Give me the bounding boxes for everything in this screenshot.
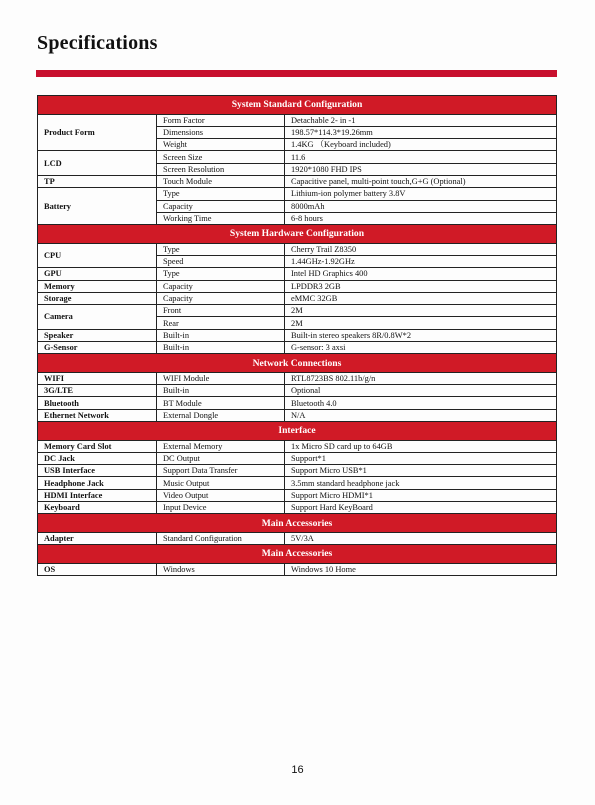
spec-item: BT Module — [157, 397, 285, 409]
spec-value: Optional — [285, 385, 557, 397]
spec-category: Memory — [38, 280, 157, 292]
spec-item: Touch Module — [157, 175, 285, 187]
table-row — [38, 502, 557, 514]
table-row — [38, 489, 557, 501]
section-header — [38, 514, 557, 533]
spec-item: Screen Resolution — [157, 163, 285, 175]
spec-category: GPU — [38, 268, 157, 280]
spec-category: HDMI Interface — [38, 489, 157, 501]
table-row — [38, 440, 557, 452]
spec-category: Adapter — [38, 532, 157, 544]
spec-value: 2M — [285, 305, 557, 317]
table-row — [38, 329, 557, 341]
table-row — [38, 452, 557, 464]
spec-category: CPU — [38, 243, 157, 268]
table-row — [38, 372, 557, 384]
table-row — [38, 477, 557, 489]
spec-value: Capacitive panel, multi-point touch,G+G (Optional) — [285, 175, 557, 187]
spec-category: Headphone Jack — [38, 477, 157, 489]
section-header — [38, 545, 557, 564]
spec-value: Cherry Trail Z8350 — [285, 243, 557, 255]
spec-value: Support Micro USB*1 — [285, 465, 557, 477]
table-row — [38, 305, 557, 317]
table-row — [38, 563, 557, 575]
spec-category: Product Form — [38, 114, 157, 151]
spec-value: Built-in stereo speakers 8R/0.8W*2 — [285, 329, 557, 341]
spec-category: Memory Card Slot — [38, 440, 157, 452]
spec-item: Type — [157, 188, 285, 200]
spec-category: DC Jack — [38, 452, 157, 464]
spec-value: 198.57*114.3*19.26mm — [285, 126, 557, 138]
section-header — [38, 96, 557, 115]
spec-item: DC Output — [157, 452, 285, 464]
spec-category: Bluetooth — [38, 397, 157, 409]
table-row — [38, 409, 557, 421]
spec-value: LPDDR3 2GB — [285, 280, 557, 292]
spec-item: Dimensions — [157, 126, 285, 138]
spec-category: TP — [38, 175, 157, 187]
spec-item: Speed — [157, 255, 285, 267]
spec-item: Working Time — [157, 212, 285, 224]
section-title: System Standard Configuration — [38, 96, 557, 115]
table-row — [38, 280, 557, 292]
spec-item: Weight — [157, 139, 285, 151]
spec-value: 11.6 — [285, 151, 557, 163]
spec-item: Standard Configuration — [157, 532, 285, 544]
table-row — [38, 243, 557, 255]
spec-item: Built-in — [157, 329, 285, 341]
section-header — [38, 354, 557, 373]
spec-category: OS — [38, 563, 157, 575]
spec-value: 1.4KG （Keyboard included) — [285, 139, 557, 151]
table-row — [38, 532, 557, 544]
spec-category: 3G/LTE — [38, 385, 157, 397]
table-row — [38, 268, 557, 280]
spec-category: G-Sensor — [38, 342, 157, 354]
spec-category: Speaker — [38, 329, 157, 341]
spec-value: 8000mAh — [285, 200, 557, 212]
spec-value: RTL8723BS 802.11b/g/n — [285, 372, 557, 384]
spec-item: Built-in — [157, 385, 285, 397]
section-header — [38, 225, 557, 244]
spec-item: WIFI Module — [157, 372, 285, 384]
table-row — [38, 292, 557, 304]
spec-item: Capacity — [157, 200, 285, 212]
spec-value: Support Hard KeyBoard — [285, 502, 557, 514]
spec-item: Front — [157, 305, 285, 317]
spec-item: Video Output — [157, 489, 285, 501]
spec-value: N/A — [285, 409, 557, 421]
spec-item: Rear — [157, 317, 285, 329]
spec-category: WIFI — [38, 372, 157, 384]
spec-value: 1920*1080 FHD IPS — [285, 163, 557, 175]
spec-category: Storage — [38, 292, 157, 304]
spec-item: External Dongle — [157, 409, 285, 421]
spec-category: LCD — [38, 151, 157, 176]
spec-item: Music Output — [157, 477, 285, 489]
spec-item: Input Device — [157, 502, 285, 514]
spec-item: External Memory — [157, 440, 285, 452]
spec-category: USB Interface — [38, 465, 157, 477]
spec-category: Keyboard — [38, 502, 157, 514]
spec-value: eMMC 32GB — [285, 292, 557, 304]
spec-category: Camera — [38, 305, 157, 330]
spec-category: Ethernet Network — [38, 409, 157, 421]
spec-value: Windows 10 Home — [285, 563, 557, 575]
spec-item: Support Data Transfer — [157, 465, 285, 477]
specifications-table — [37, 95, 557, 576]
table-row — [38, 175, 557, 187]
spec-value: 3.5mm standard headphone jack — [285, 477, 557, 489]
spec-value: Intel HD Graphics 400 — [285, 268, 557, 280]
spec-value: 1x Micro SD card up to 64GB — [285, 440, 557, 452]
spec-value: Support*1 — [285, 452, 557, 464]
section-title: Network Connections — [38, 354, 557, 373]
spec-item: Type — [157, 268, 285, 280]
section-title: Main Accessories — [38, 545, 557, 564]
spec-item: Type — [157, 243, 285, 255]
title-divider — [36, 70, 557, 77]
section-title: Interface — [38, 422, 557, 441]
table-row — [38, 342, 557, 354]
spec-item: Windows — [157, 563, 285, 575]
spec-value: G-sensor: 3 axsi — [285, 342, 557, 354]
spec-value: 5V/3A — [285, 532, 557, 544]
spec-value: 2M — [285, 317, 557, 329]
table-row — [38, 385, 557, 397]
section-title: Main Accessories — [38, 514, 557, 533]
spec-value: Detachable 2- in -1 — [285, 114, 557, 126]
page-number: 16 — [291, 764, 304, 776]
page-title: Specifications — [37, 32, 158, 54]
section-header — [38, 422, 557, 441]
spec-value: Lithium-ion polymer battery 3.8V — [285, 188, 557, 200]
spec-value: 6-8 hours — [285, 212, 557, 224]
table-row — [38, 114, 557, 126]
table-row — [38, 397, 557, 409]
spec-item: Screen Size — [157, 151, 285, 163]
spec-category: Battery — [38, 188, 157, 225]
spec-item: Built-in — [157, 342, 285, 354]
table-row — [38, 188, 557, 200]
table-row — [38, 151, 557, 163]
spec-item: Capacity — [157, 292, 285, 304]
spec-item: Capacity — [157, 280, 285, 292]
spec-value: Support Micro HDMI*1 — [285, 489, 557, 501]
section-title: System Hardware Configuration — [38, 225, 557, 244]
spec-value: 1.44GHz-1.92GHz — [285, 255, 557, 267]
spec-value: Bluetooth 4.0 — [285, 397, 557, 409]
spec-item: Form Factor — [157, 114, 285, 126]
table-row — [38, 465, 557, 477]
